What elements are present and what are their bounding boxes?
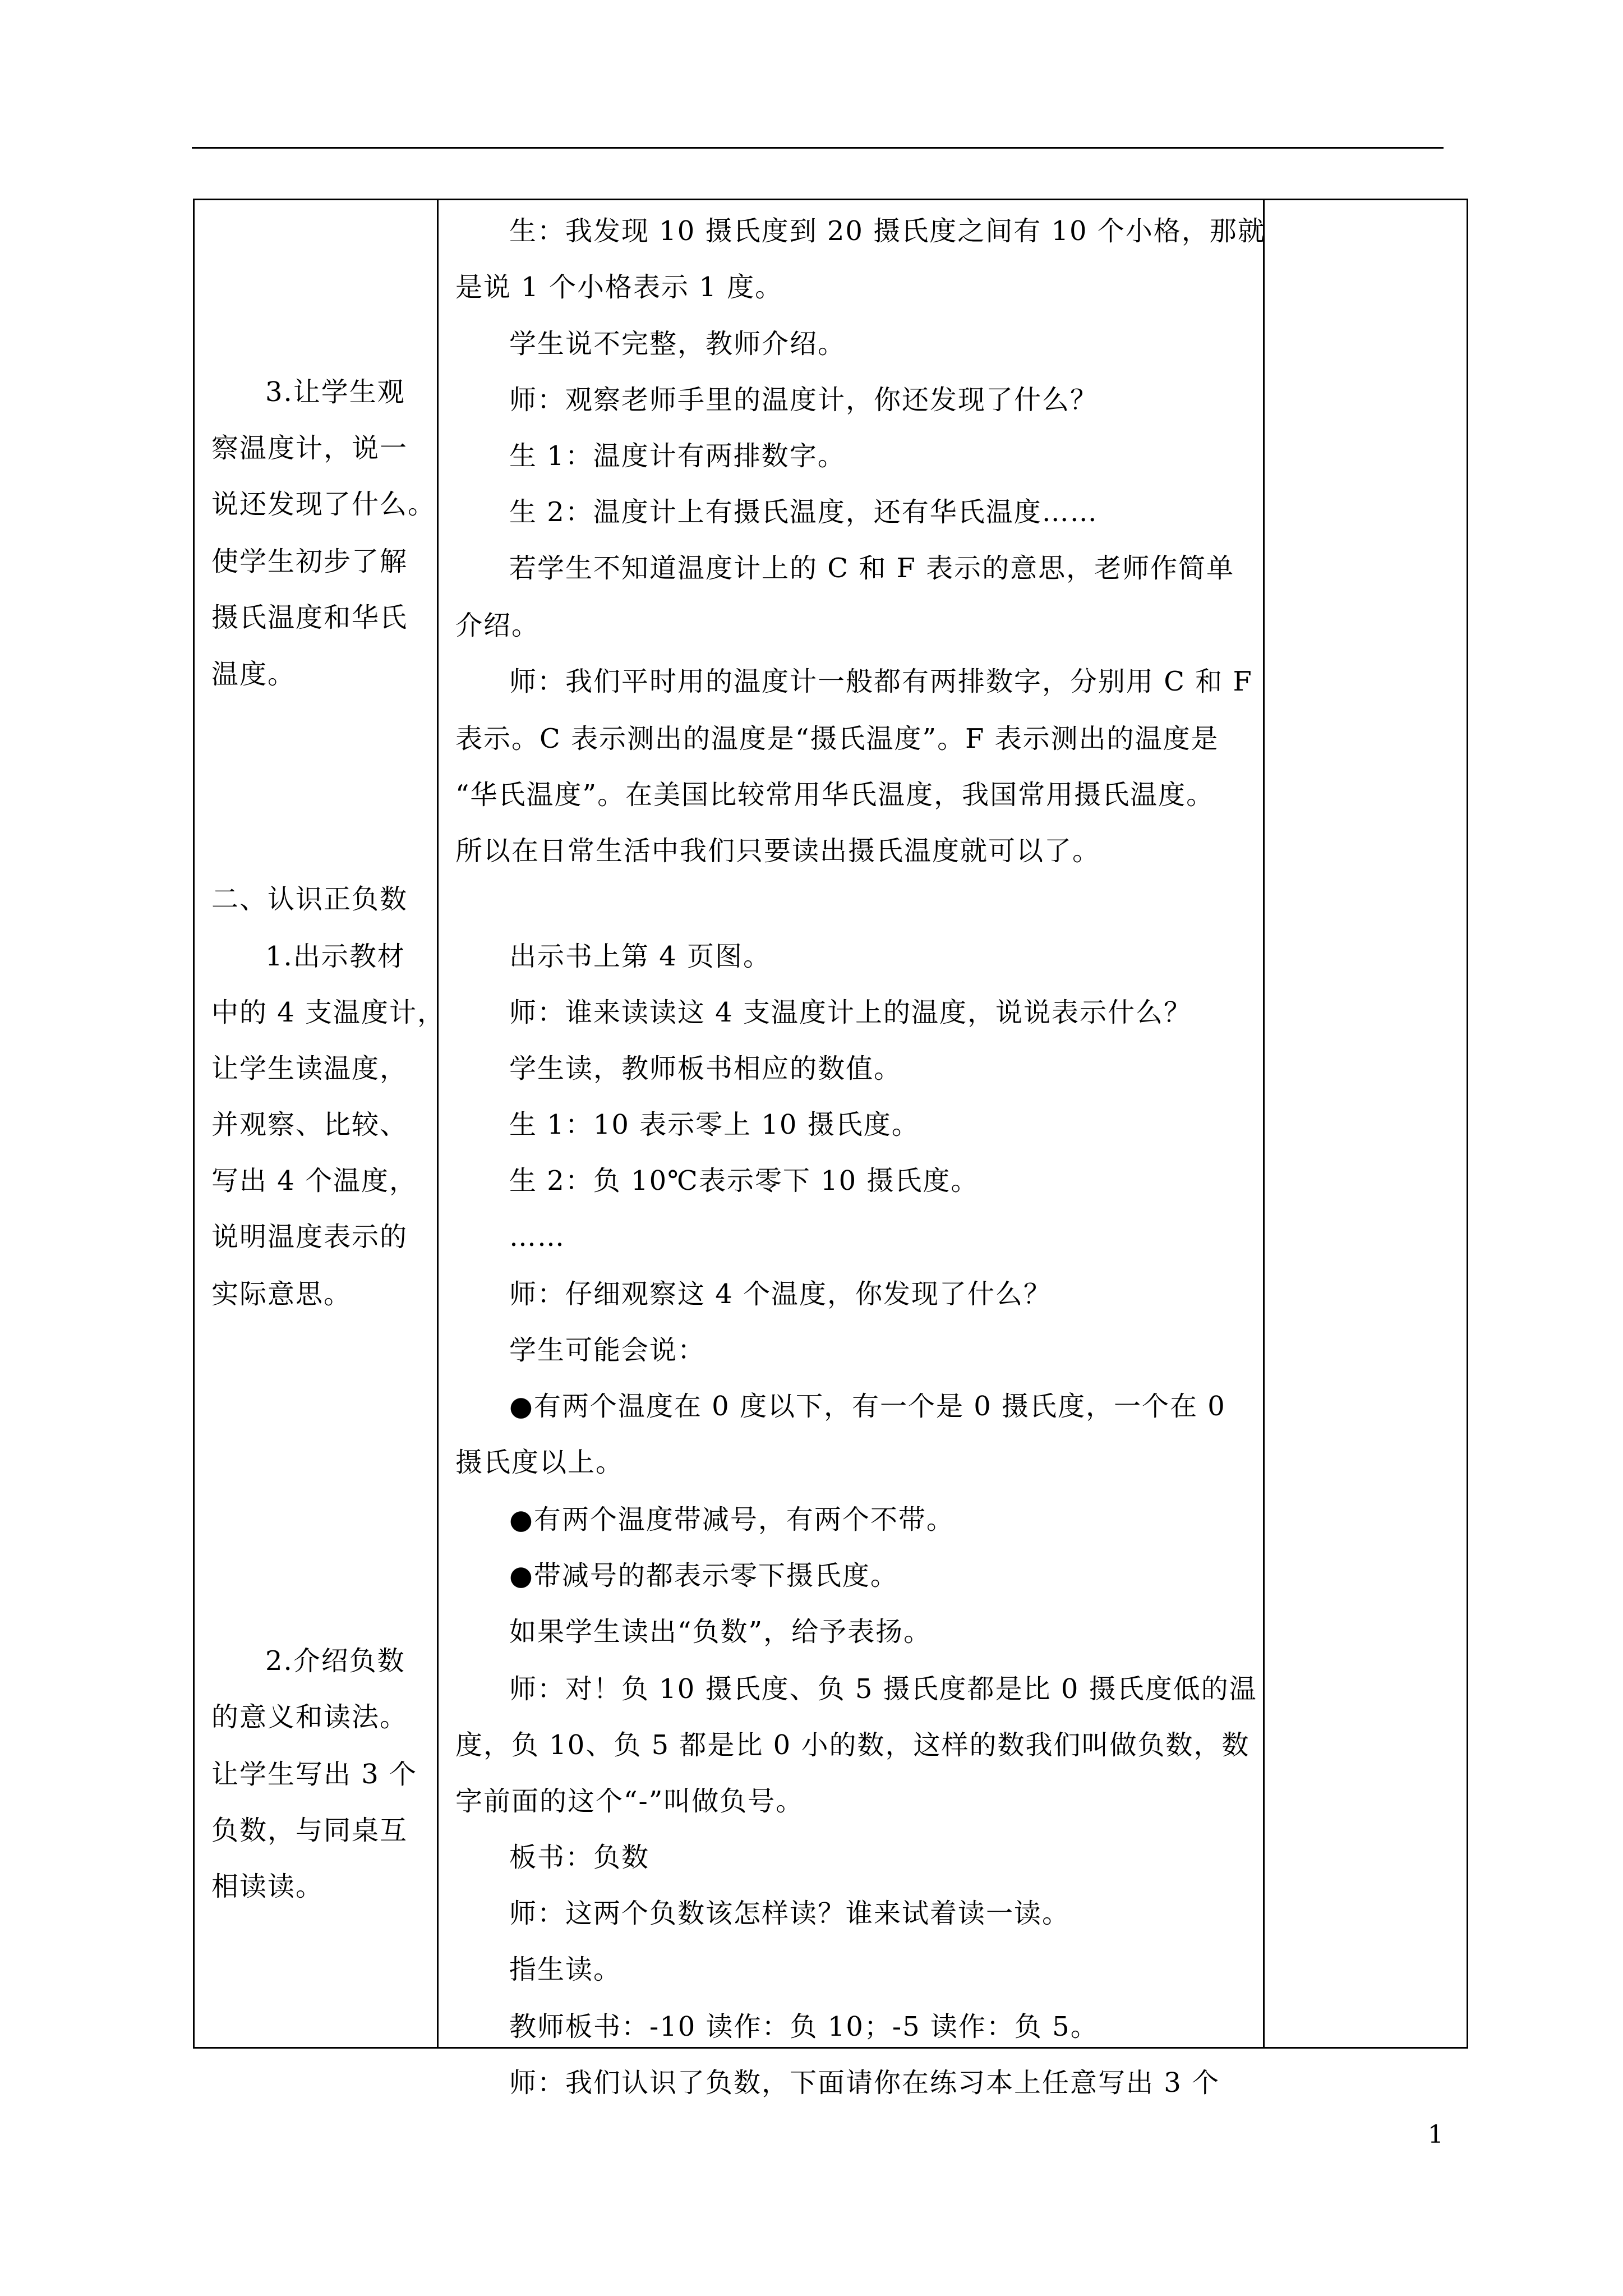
dialogue-line: 指生读。: [509, 1954, 622, 1985]
dialogue-line: 学生说不完整，教师介绍。: [509, 328, 846, 360]
section-heading: 二、认识正负数: [211, 884, 408, 915]
left-line: 的意义和读法。: [211, 1701, 408, 1733]
dialogue-line: 师：观察老师手里的温度计，你还发现了什么？: [509, 384, 1099, 416]
dialogue-line: 若学生不知道温度计上的 C 和 F 表示的意思，老师作简单: [509, 553, 1235, 584]
dialogue-line: 度，负 10、负 5 都是比 0 小的数，这样的数我们叫做负数，数: [455, 1729, 1250, 1761]
dialogue-line: 所以在日常生活中我们只要读出摄氏温度就可以了。: [455, 835, 1101, 867]
left-line: 2.介绍负数: [265, 1645, 405, 1677]
teaching-goal-cell: [194, 200, 446, 2048]
dialogue-line: 生 2：负 10℃表示零下 10 摄氏度。: [509, 1165, 979, 1197]
bullet-line: 摄氏度以上。: [455, 1447, 624, 1478]
dialogue-line: 师：仔细观察这 4 个温度，你发现了什么？: [509, 1278, 1052, 1310]
dialogue-line: 师：对！负 10 摄氏度、负 5 摄氏度都是比 0 摄氏度低的温: [509, 1673, 1257, 1705]
left-line: 让学生读温度，: [211, 1053, 408, 1084]
bullet-line: ●有两个温度带减号，有两个不带。: [509, 1504, 955, 1535]
left-line: 使学生初步了解: [211, 546, 408, 577]
dialogue-line: 生 1：10 表示零上 10 摄氏度。: [509, 1109, 920, 1140]
table-row: [194, 200, 1468, 2048]
left-line: 察温度计，说一: [211, 432, 408, 464]
left-line: 说明温度表示的: [211, 1221, 408, 1253]
dialogue-line: 生 2：温度计上有摄氏温度，还有华氏温度……: [509, 496, 1098, 528]
dialogue-line: 生：我发现 10 摄氏度到 20 摄氏度之间有 10 个小格，那就: [509, 215, 1266, 247]
bullet-line: ●有两个温度在 0 度以下，有一个是 0 摄氏度，一个在 0: [509, 1391, 1226, 1422]
dialogue-line: 字前面的这个“-”叫做负号。: [455, 1786, 804, 1817]
left-line: 1.出示教材: [265, 941, 405, 972]
left-line: 让学生写出 3 个: [211, 1759, 418, 1790]
dialogue-line: “华氏温度”。在美国比较常用华氏温度，我国常用摄氏温度。: [455, 779, 1215, 811]
left-line: 负数，与同桌互: [211, 1815, 408, 1846]
dialogue-line: 教师板书：-10 读作：负 10；-5 读作：负 5。: [509, 2011, 1099, 2042]
left-line: 实际意思。: [211, 1278, 352, 1310]
left-line: 3.让学生观: [265, 376, 405, 408]
bullet-line: ●带减号的都表示零下摄氏度。: [509, 1560, 898, 1591]
dialogue-line: 学生读，教师板书相应的数值。: [509, 1053, 902, 1084]
dialogue-line: 出示书上第 4 页图。: [509, 941, 772, 972]
dialogue-line: 师：我们平时用的温度计一般都有两排数字，分别用 C 和 F: [509, 666, 1253, 697]
dialogue-line: 学生可能会说：: [509, 1335, 706, 1366]
left-line: 并观察、比较、: [211, 1109, 408, 1140]
dialogue-line: 表示。C 表示测出的温度是“摄氏温度”。F 表示测出的温度是: [455, 723, 1219, 754]
left-line: 摄氏温度和华氏: [211, 602, 408, 633]
left-line: 中的 4 支温度计，: [211, 997, 446, 1028]
dialogue-line: 如果学生读出“负数”，给予表扬。: [509, 1616, 932, 1648]
dialogue-line: 板书：负数: [509, 1842, 650, 1873]
left-line: 温度。: [211, 659, 296, 690]
dialogue-line: ……: [509, 1221, 565, 1253]
teaching-process-cell: [438, 200, 1266, 2099]
left-line: 写出 4 个温度，: [211, 1165, 418, 1197]
dialogue-line: 是说 1 个小格表示 1 度。: [455, 272, 783, 303]
left-line: 说还发现了什么。: [211, 489, 436, 520]
lesson-plan-table: [193, 199, 1468, 2099]
header-rule: [192, 147, 1444, 149]
left-line: 相读读。: [211, 1871, 324, 1902]
dialogue-line: 师：我们认识了负数，下面请你在练习本上任意写出 3 个: [509, 2067, 1220, 2099]
page-number: 1: [1428, 2120, 1444, 2149]
dialogue-line: 介绍。: [455, 610, 540, 641]
dialogue-line: 师：谁来读读这 4 支温度计上的温度，说说表示什么？: [509, 997, 1192, 1028]
dialogue-line: 师：这两个负数该怎样读？谁来试着读一读。: [509, 1898, 1071, 1929]
notes-cell: [1264, 200, 1468, 2048]
dialogue-line: 生 1：温度计有两排数字。: [509, 440, 846, 472]
